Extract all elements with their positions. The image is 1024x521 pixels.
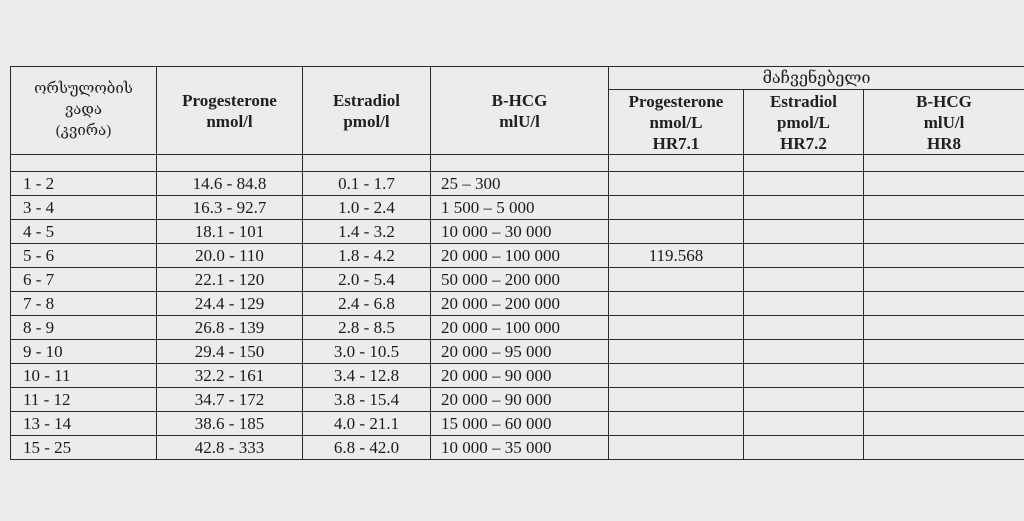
header-bhcg: B-HCG mlU/l (431, 67, 609, 155)
header-pregnancy-week: ორსულობის ვადა (კვირა) (11, 67, 157, 155)
cell-result-bhcg (864, 196, 1024, 220)
cell-result-estradiol (744, 244, 864, 268)
cell-result-bhcg (864, 292, 1024, 316)
cell-bhcg-range: 20 000 – 100 000 (431, 316, 609, 340)
cell-estradiol-range: 1.0 - 2.4 (303, 196, 431, 220)
table-row (11, 220, 1024, 244)
cell-bhcg-range: 1 500 – 5 000 (431, 196, 609, 220)
cell-week: 4 - 5 (11, 220, 157, 244)
cell-bhcg-range: 10 000 – 30 000 (431, 220, 609, 244)
cell-progesterone-range: 29.4 - 150 (157, 340, 303, 364)
cell-result-estradiol (744, 172, 864, 196)
cell-result-estradiol (744, 388, 864, 412)
cell-result-bhcg (864, 412, 1024, 436)
cell-result-estradiol (744, 316, 864, 340)
cell-result-bhcg (864, 388, 1024, 412)
header-result-bhcg: B-HCG mlU/l HR8 (864, 90, 1024, 155)
cell-result-progesterone (609, 436, 744, 460)
cell-result-estradiol (744, 268, 864, 292)
cell-result-bhcg (864, 436, 1024, 460)
cell-bhcg-range: 10 000 – 35 000 (431, 436, 609, 460)
cell-result-progesterone (609, 268, 744, 292)
cell-week: 8 - 9 (11, 316, 157, 340)
cell-week: 9 - 10 (11, 340, 157, 364)
table-row (11, 388, 1024, 412)
cell-bhcg-range: 15 000 – 60 000 (431, 412, 609, 436)
cell-result-estradiol (744, 364, 864, 388)
cell-bhcg-range: 20 000 – 100 000 (431, 244, 609, 268)
cell-result-progesterone (609, 292, 744, 316)
header-results-group: მაჩვენებელი (609, 67, 1024, 90)
table-row (11, 316, 1024, 340)
cell-result-progesterone (609, 220, 744, 244)
cell-week: 7 - 8 (11, 292, 157, 316)
cell-bhcg-range: 20 000 – 95 000 (431, 340, 609, 364)
cell-result-bhcg (864, 364, 1024, 388)
header-progesterone: Progesterone nmol/l (157, 67, 303, 155)
table-row (11, 172, 1024, 196)
cell-estradiol-range: 2.0 - 5.4 (303, 268, 431, 292)
cell-result-progesterone (609, 316, 744, 340)
cell-result-progesterone (609, 196, 744, 220)
cell-result-progesterone (609, 364, 744, 388)
cell-week: 3 - 4 (11, 196, 157, 220)
cell-progesterone-range: 42.8 - 333 (157, 436, 303, 460)
cell-progesterone-range: 34.7 - 172 (157, 388, 303, 412)
cell-result-progesterone (609, 412, 744, 436)
cell-result-bhcg (864, 220, 1024, 244)
table-row (11, 340, 1024, 364)
cell-result-estradiol (744, 340, 864, 364)
table-row (11, 292, 1024, 316)
cell-estradiol-range: 1.4 - 3.2 (303, 220, 431, 244)
cell-result-bhcg (864, 268, 1024, 292)
table-row (11, 244, 1024, 268)
cell-week: 5 - 6 (11, 244, 157, 268)
cell-progesterone-range: 20.0 - 110 (157, 244, 303, 268)
cell-result-estradiol (744, 196, 864, 220)
cell-estradiol-range: 2.4 - 6.8 (303, 292, 431, 316)
cell-week: 13 - 14 (11, 412, 157, 436)
cell-result-progesterone (609, 388, 744, 412)
spacer-row (11, 155, 1024, 172)
cell-week: 11 - 12 (11, 388, 157, 412)
cell-result-bhcg (864, 340, 1024, 364)
cell-bhcg-range: 20 000 – 90 000 (431, 388, 609, 412)
header-estradiol: Estradiol pmol/l (303, 67, 431, 155)
cell-week: 1 - 2 (11, 172, 157, 196)
table-row (11, 412, 1024, 436)
cell-progesterone-range: 16.3 - 92.7 (157, 196, 303, 220)
cell-progesterone-range: 18.1 - 101 (157, 220, 303, 244)
table-row (11, 364, 1024, 388)
cell-result-estradiol (744, 220, 864, 244)
cell-result-progesterone: 119.568 (609, 244, 744, 268)
cell-result-estradiol (744, 436, 864, 460)
cell-progesterone-range: 24.4 - 129 (157, 292, 303, 316)
cell-result-estradiol (744, 292, 864, 316)
cell-result-estradiol (744, 412, 864, 436)
cell-week: 6 - 7 (11, 268, 157, 292)
table-row (11, 268, 1024, 292)
cell-progesterone-range: 32.2 - 161 (157, 364, 303, 388)
cell-progesterone-range: 22.1 - 120 (157, 268, 303, 292)
header-result-estradiol: Estradiol pmol/L HR7.2 (744, 90, 864, 155)
cell-estradiol-range: 3.4 - 12.8 (303, 364, 431, 388)
cell-progesterone-range: 26.8 - 139 (157, 316, 303, 340)
cell-estradiol-range: 0.1 - 1.7 (303, 172, 431, 196)
cell-estradiol-range: 4.0 - 21.1 (303, 412, 431, 436)
cell-progesterone-range: 14.6 - 84.8 (157, 172, 303, 196)
cell-result-bhcg (864, 316, 1024, 340)
header-result-progesterone: Progesterone nmol/L HR7.1 (609, 90, 744, 155)
cell-estradiol-range: 3.0 - 10.5 (303, 340, 431, 364)
table-row (11, 436, 1024, 460)
cell-week: 10 - 11 (11, 364, 157, 388)
cell-progesterone-range: 38.6 - 185 (157, 412, 303, 436)
cell-bhcg-range: 25 – 300 (431, 172, 609, 196)
cell-estradiol-range: 6.8 - 42.0 (303, 436, 431, 460)
lab-reference-table (10, 66, 1024, 460)
table-row (11, 196, 1024, 220)
cell-result-bhcg (864, 172, 1024, 196)
cell-result-progesterone (609, 340, 744, 364)
cell-bhcg-range: 50 000 – 200 000 (431, 268, 609, 292)
cell-week: 15 - 25 (11, 436, 157, 460)
cell-result-progesterone (609, 172, 744, 196)
cell-bhcg-range: 20 000 – 90 000 (431, 364, 609, 388)
cell-estradiol-range: 3.8 - 15.4 (303, 388, 431, 412)
cell-estradiol-range: 2.8 - 8.5 (303, 316, 431, 340)
cell-result-bhcg (864, 244, 1024, 268)
cell-estradiol-range: 1.8 - 4.2 (303, 244, 431, 268)
cell-bhcg-range: 20 000 – 200 000 (431, 292, 609, 316)
